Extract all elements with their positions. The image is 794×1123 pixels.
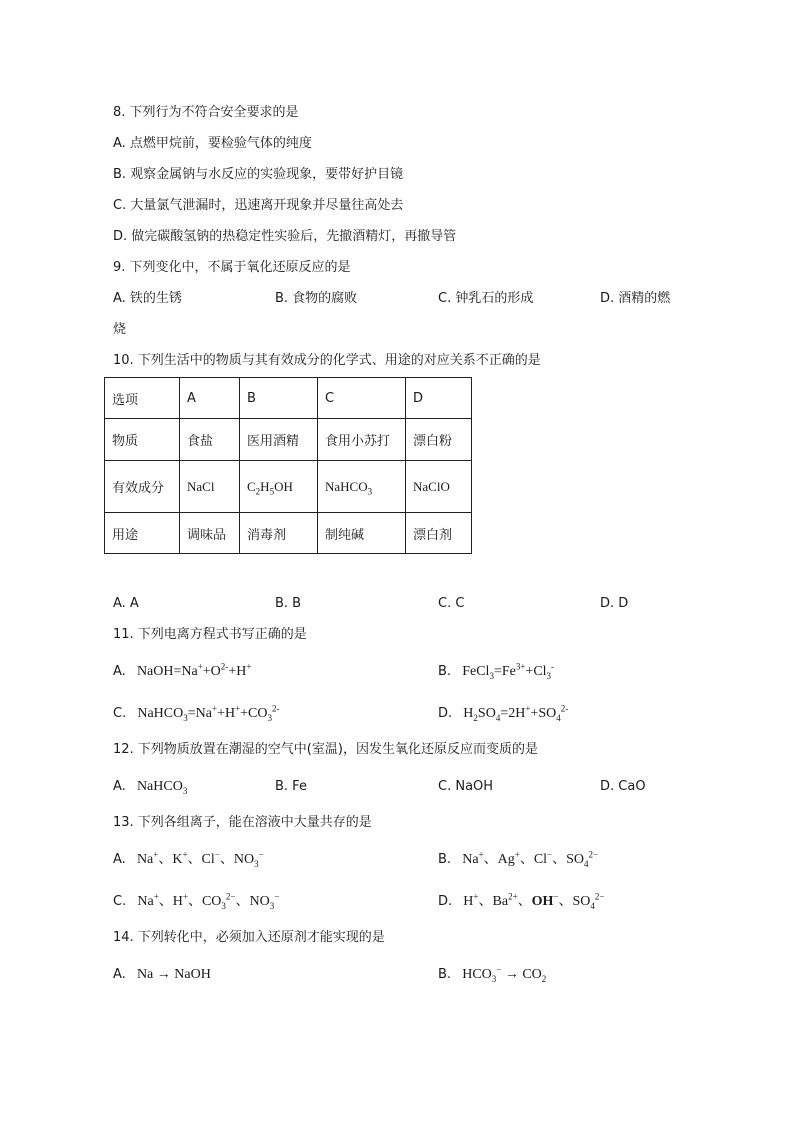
q13-option-d bbox=[438, 893, 604, 911]
conversion-hco3-co2: $HCO_3^- \to CO_2$ bbox=[455, 964, 547, 984]
option-label: A. bbox=[113, 779, 126, 794]
q8-option-d: D. 做完碳酸氢钠的热稳定性实验后，先撤酒精灯，再撤导管 bbox=[113, 229, 457, 244]
table-cell: B bbox=[240, 378, 318, 419]
q14-stem: 14. 下列转化中，必须加入还原剂才能实现的是 bbox=[113, 930, 385, 945]
q14-option-a bbox=[113, 966, 211, 984]
q13-stem: 13. 下列各组离子，能在溶液中大量共存的是 bbox=[113, 815, 372, 830]
table-cell: 漂白剂 bbox=[406, 513, 472, 554]
q9-stem: 9. 下列变化中，不属于氧化还原反应的是 bbox=[113, 260, 351, 275]
q11-option-d bbox=[438, 705, 568, 723]
q14-option-b bbox=[438, 966, 546, 984]
q8-stem: 8. 下列行为不符合安全要求的是 bbox=[113, 105, 299, 120]
ion-group-b: Na+、Ag+、Cl−、$SO_4^{2-}$ bbox=[455, 849, 599, 869]
q10-option-a: A. A bbox=[113, 596, 139, 611]
option-label: B. bbox=[438, 664, 452, 679]
option-label: A. bbox=[113, 852, 126, 867]
table-cell: 医用酒精 bbox=[240, 419, 318, 461]
option-label: A. bbox=[113, 664, 126, 679]
q12-stem: 12. 下列物质放置在潮湿的空气中(室温)，因发生氧化还原反应而变质的是 bbox=[113, 742, 538, 757]
table-cell: A bbox=[180, 378, 240, 419]
option-label: D. bbox=[438, 894, 453, 909]
table-cell: 选项 bbox=[105, 378, 180, 419]
q11-stem: 11. 下列电离方程式书写正确的是 bbox=[113, 627, 307, 642]
formula-nahco3: NaHCO$_3$ bbox=[318, 461, 406, 513]
table-cell: 漂白粉 bbox=[406, 419, 472, 461]
table-cell: 调味品 bbox=[180, 513, 240, 554]
q9-option-d-wrap: 烧 bbox=[113, 322, 127, 337]
q8-option-c: C. 大量氯气泄漏时，迅速离开现象并尽量往高处去 bbox=[113, 198, 404, 213]
q8-option-a: A. 点燃甲烷前，要检验气体的纯度 bbox=[113, 136, 312, 151]
q9-option-b: B. 食物的腐败 bbox=[275, 291, 358, 306]
q9-option-a: A. 铁的生锈 bbox=[113, 291, 182, 306]
table-cell: 食盐 bbox=[180, 419, 240, 461]
table-cell: 用途 bbox=[105, 513, 180, 554]
equation-h2so4: $H_2SO_4=2H^++SO_4^{2-}$ bbox=[456, 703, 569, 723]
table-row-component bbox=[105, 461, 472, 513]
equation-naoh: $NaOH=Na^++O^{2-}+H^+$ bbox=[129, 661, 252, 679]
option-label: B. bbox=[438, 852, 452, 867]
formula-nacl: NaCl bbox=[180, 461, 240, 513]
q10-option-c: C. C bbox=[438, 596, 465, 611]
q13-option-c bbox=[113, 893, 279, 911]
q13-option-b bbox=[438, 851, 598, 869]
option-label: C. bbox=[113, 706, 127, 721]
q10-option-b: B. B bbox=[275, 596, 302, 611]
formula-nahco3: NaHCO$_3$ bbox=[129, 779, 188, 796]
equation-fecl3: $FeCl_3=Fe^{3+}+Cl_3^-$ bbox=[455, 661, 555, 681]
q9-option-c: C. 钟乳石的形成 bbox=[438, 291, 534, 306]
q12-option-b: B. Fe bbox=[275, 779, 307, 794]
q10-stem: 10. 下列生活中的物质与其有效成分的化学式、用途的对应关系不正确的是 bbox=[113, 353, 541, 368]
option-label: A. bbox=[113, 967, 126, 982]
table-row-header bbox=[105, 378, 472, 419]
ion-group-d: H+、$Ba^{2+}$、OH−、$SO_4^{2-}$ bbox=[456, 891, 605, 911]
q10-table bbox=[104, 377, 472, 554]
option-label: B. bbox=[438, 967, 452, 982]
q10-option-d: D. D bbox=[600, 596, 629, 611]
ion-group-c: Na+、H+、$CO_3^{2-}$、$NO_3^-$ bbox=[130, 891, 280, 911]
table-cell: 食用小苏打 bbox=[318, 419, 406, 461]
table-cell: 制纯碱 bbox=[318, 513, 406, 554]
table-cell: 物质 bbox=[105, 419, 180, 461]
table-cell: 消毒剂 bbox=[240, 513, 318, 554]
q12-option-c: C. NaOH bbox=[438, 779, 494, 794]
option-label: D. bbox=[438, 706, 453, 721]
q12-option-d: D. CaO bbox=[600, 779, 646, 794]
formula-naclo: NaClO bbox=[406, 461, 472, 513]
q13-option-a bbox=[113, 851, 264, 869]
q9-option-d: D. 酒精的燃 bbox=[600, 291, 671, 306]
equation-nahco3: $NaHCO_3=Na^++H^++CO_3^{2-}$ bbox=[130, 703, 280, 723]
table-cell: C bbox=[318, 378, 406, 419]
option-label: C. bbox=[113, 894, 127, 909]
conversion-na-naoh: Na → NaOH bbox=[129, 967, 211, 982]
table-cell: D bbox=[406, 378, 472, 419]
table-cell: 有效成分 bbox=[105, 461, 180, 513]
table-row-use bbox=[105, 513, 472, 554]
q11-option-c bbox=[113, 705, 280, 723]
q8-option-b: B. 观察金属钠与水反应的实验现象，要带好护目镜 bbox=[113, 167, 404, 182]
ion-group-a: Na+、K+、Cl−、$NO_3^-$ bbox=[129, 849, 264, 869]
q12-option-a bbox=[113, 778, 187, 796]
q11-option-b bbox=[438, 663, 554, 681]
formula-ethanol: $C_2H_5OH$ bbox=[240, 461, 318, 513]
table-row-substance bbox=[105, 419, 472, 461]
q11-option-a bbox=[113, 663, 251, 681]
